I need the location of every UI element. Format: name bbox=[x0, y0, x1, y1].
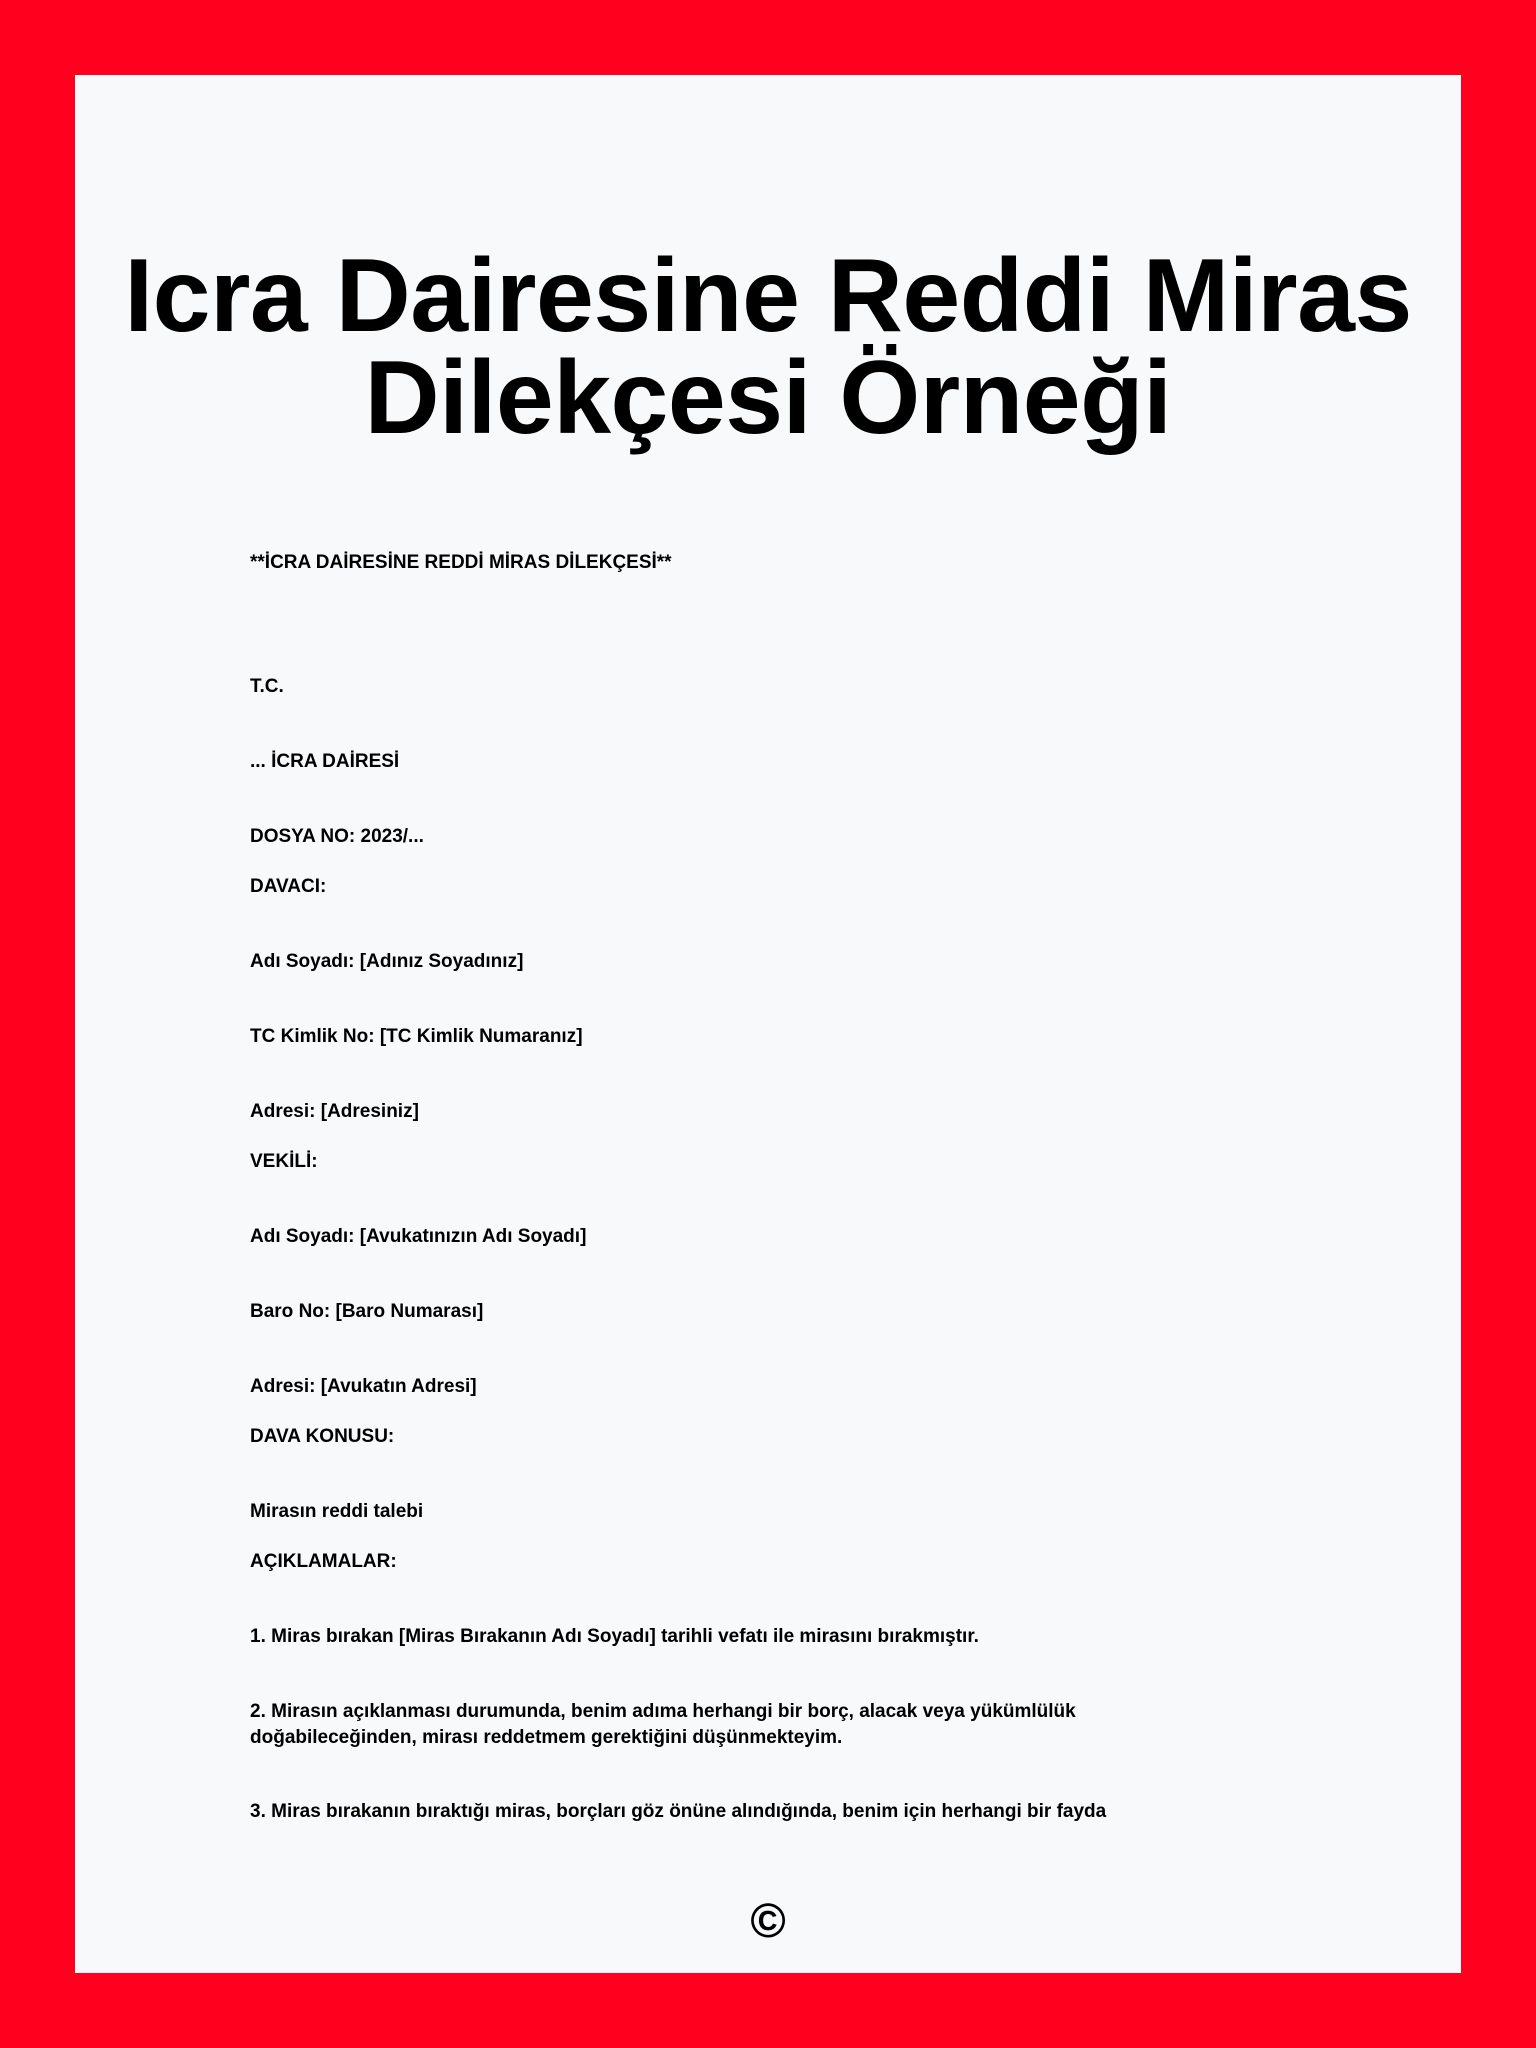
petition-heading: **İCRA DAİRESİNE REDDİ MİRAS DİLEKÇESİ** bbox=[250, 552, 672, 573]
copyright-icon: © bbox=[750, 1895, 786, 1948]
attorney-name: Adı Soyadı: [Avukatınızın Adı Soyadı] bbox=[250, 1226, 587, 1247]
plaintiff-id-number: TC Kimlik No: [TC Kimlik Numaranız] bbox=[250, 1026, 583, 1047]
document-page bbox=[75, 75, 1461, 1973]
court-name: ... İCRA DAİRESİ bbox=[250, 751, 400, 772]
attorney-bar-number: Baro No: [Baro Numarası] bbox=[250, 1301, 484, 1322]
case-subject-heading: DAVA KONUSU: bbox=[250, 1426, 395, 1447]
republic-abbreviation: T.C. bbox=[250, 676, 284, 697]
case-subject: Mirasın reddi talebi bbox=[250, 1501, 424, 1522]
explanation-item-2: 2. Mirasın açıklanması durumunda, benim adıma herhangi bir borç, alacak veya yükümlülük doğabileceğinden, mirası reddetmem gerektiğini düşünmekteyim. bbox=[250, 1701, 1076, 1748]
explanations-heading: AÇIKLAMALAR: bbox=[250, 1551, 397, 1572]
plaintiff-address: Adresi: [Adresiniz] bbox=[250, 1101, 419, 1122]
file-number: DOSYA NO: 2023/... bbox=[250, 826, 424, 847]
page-title-line-1: Icra Dairesine Reddi Miras bbox=[124, 238, 1412, 354]
page-title-line-2: Dilekçesi Örneği bbox=[364, 340, 1172, 456]
plaintiff-name: Adı Soyadı: [Adınız Soyadınız] bbox=[250, 951, 524, 972]
plaintiff-heading: DAVACI: bbox=[250, 876, 327, 897]
attorney-heading: VEKİLİ: bbox=[250, 1151, 318, 1172]
attorney-address: Adresi: [Avukatın Adresi] bbox=[250, 1376, 477, 1397]
explanation-item-3: 3. Miras bırakanın bıraktığı miras, borçları göz önüne alındığında, benim için herhangi bir fayda bbox=[250, 1801, 1107, 1822]
explanation-item-1: 1. Miras bırakan [Miras Bırakanın Adı Soyadı] tarihli vefatı ile mirasını bırakmıştır. bbox=[250, 1626, 979, 1647]
page-title bbox=[75, 238, 1461, 456]
